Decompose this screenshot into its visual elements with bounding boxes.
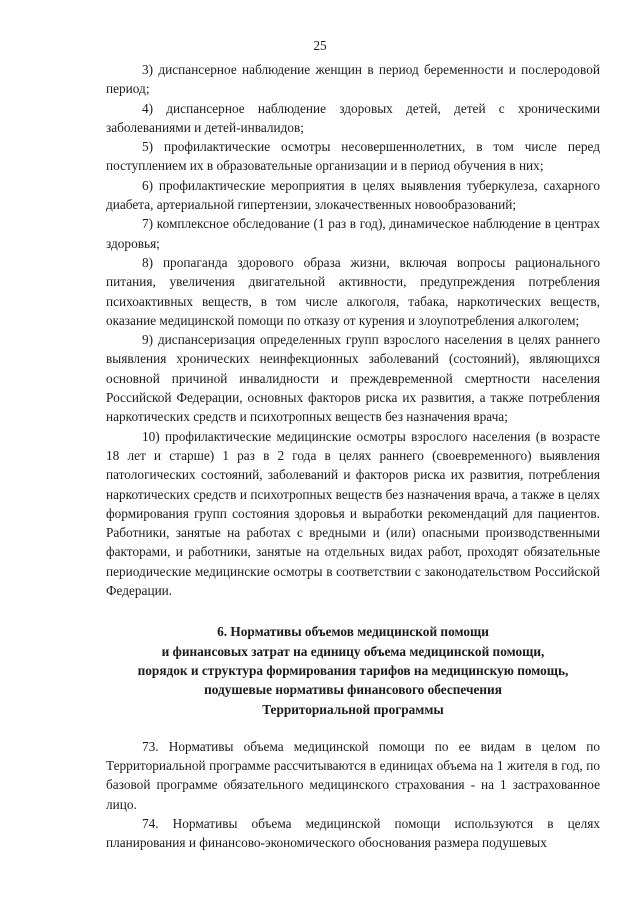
paragraph-74: 74. Нормативы объема медицинской помощи используются в целях планирования и финансово-экономического обоснования размера подушевых: [106, 815, 600, 851]
heading-line: подушевые нормативы финансового обеспечения: [204, 682, 502, 698]
section-heading: [106, 622, 600, 718]
list-item-6: 6) профилактические мероприятия в целях выявления туберкулеза, сахарного диабета, артериальной гипертензии, злокачественных новообразований;: [106, 177, 600, 213]
list-item-10: 10) профилактические медицинские осмотры взрослого населения (в возрасте 18 лет и старше) 1 раз в 2 года в целях раннего (своевременного) выявления патологических состояний, заболеваний и факторов риска их развития, потребления наркотических средств и психотропных веществ без назначения врача, а также в целях формирования групп состояния здоровья и выработки рекомендаций для пациентов. Работники, занятые на работах с вредными и (или) опасными производственными факторами, и работники, занятые на отдельных видах работ, проходят обязательные периодические медицинские осмотры в соответствии с законодательством Российской Федерации.: [106, 428, 600, 599]
paragraph-73: 73. Нормативы объема медицинской помощи по ее видам в целом по Территориальной программе рассчитываются в единицах объема на 1 жителя в год, по базовой программе обязательного медицинского страхования - на 1 застрахованное лицо.: [106, 738, 600, 812]
heading-line: и финансовых затрат на единицу объема медицинской помощи,: [161, 643, 545, 659]
list-item-7: 7) комплексное обследование (1 раз в год), динамическое наблюдение в центрах здоровья;: [106, 216, 600, 251]
heading-line: порядок и структура формирования тарифов на медицинскую помощь,: [137, 662, 569, 678]
list-item-3: 3) диспансерное наблюдение женщин в период беременности и послеродовой период;: [106, 62, 600, 97]
heading-line: 6. Нормативы объемов медицинской помощи: [217, 624, 489, 640]
list-item-5: 5) профилактические осмотры несовершеннолетних, в том числе перед поступлением их в образовательные организации и в период обучения в них;: [106, 139, 600, 174]
list-item-8: 8) пропаганда здорового образа жизни, включая вопросы рационального питания, увеличения двигательной активности, предупреждения потребления психоактивных веществ, в том числе алкоголя, табака, наркотических веществ, оказание медицинской помощи по отказу от курения и злоупотребления алкоголем;: [106, 254, 600, 328]
list-item-9: 9) диспансеризация определенных групп взрослого населения в целях раннего выявления хронических неинфекционных заболеваний (состояний), являющихся основной причиной инвалидности и преждевременной смертности населения Российской Федерации, основных факторов риска их развития, а также потребления наркотических средств и психотропных веществ без назначения врача;: [106, 332, 600, 425]
heading-line: Территориальной программы: [262, 701, 444, 717]
document-body: [106, 60, 600, 853]
list-item-4: 4) диспансерное наблюдение здоровых детей, детей с хроническими заболеваниями и детей-инвалидов;: [106, 100, 600, 135]
page-number: 25: [313, 38, 327, 53]
